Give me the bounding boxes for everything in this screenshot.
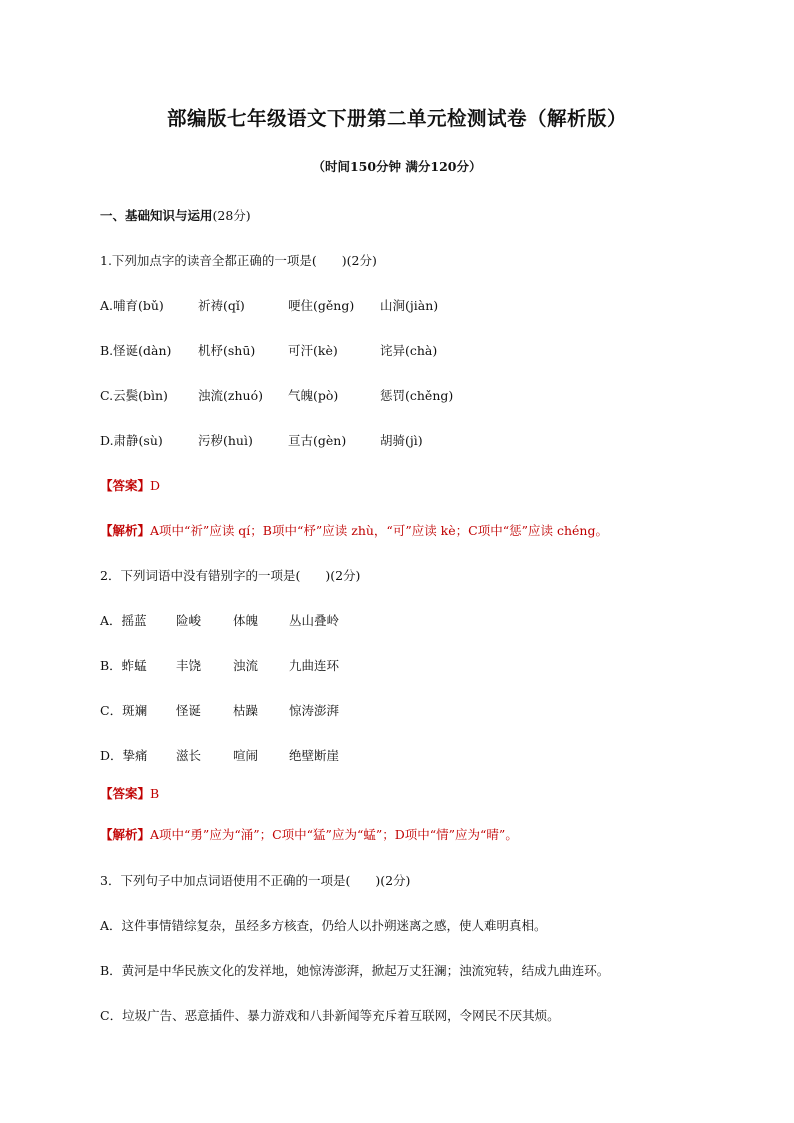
question-1-stem: 1.下列加点字的读音全都正确的一项是( )(2分) — [100, 253, 377, 268]
option-cell: D.肃静(sù) — [100, 433, 163, 448]
option-cell: 体魄 — [233, 613, 259, 628]
option-cell: 胡骑(jì) — [380, 433, 423, 448]
section-title: 一、基础知识与运用 — [100, 208, 213, 223]
option-cell: 污秽(huì) — [198, 433, 253, 448]
option-cell: 山涧(jiàn) — [380, 298, 439, 313]
option-cell: 险峻 — [176, 613, 202, 628]
analysis-label: 【解析】 — [100, 523, 151, 538]
document-subtitle: （时间150分钟 满分120分） — [312, 159, 482, 174]
question-1-analysis — [100, 521, 608, 539]
option-cell: 丰饶 — [176, 658, 202, 673]
question-2-analysis — [100, 825, 518, 843]
section-points: (28分) — [212, 208, 251, 223]
question-1-answer — [100, 476, 160, 494]
option-cell: 喧闹 — [233, 748, 259, 763]
question-3-stem: 3．下列句子中加点词语使用不正确的一项是( )(2分) — [100, 873, 411, 888]
answer-value: B — [150, 786, 160, 801]
option-cell: 机杼(shū) — [198, 343, 256, 358]
document-title: 部编版七年级语文下册第二单元检测试卷（解析版） — [166, 107, 627, 130]
option-cell: A.哺育(bǔ) — [100, 298, 164, 313]
option-cell: 惩罚(chěng) — [380, 388, 454, 403]
option-cell: 九曲连环 — [289, 658, 340, 673]
question-2-answer — [100, 784, 159, 802]
option-cell: 枯躁 — [233, 703, 259, 718]
option-cell: B.怪诞(dàn) — [100, 343, 172, 358]
answer-label: 【答案】 — [100, 478, 151, 493]
option-cell: 惊涛澎湃 — [289, 703, 340, 718]
option-cell: D．挚痛 — [100, 748, 148, 763]
analysis-text: A项中“勇”应为“涌”；C项中“猛”应为“蜢”；D项中“情”应为“晴”。 — [150, 827, 518, 842]
option-cell: 哽住(gěng) — [288, 298, 355, 313]
answer-value: D — [150, 478, 161, 493]
option-cell: A．摇蓝 — [100, 613, 147, 628]
option-cell: 亘古(gèn) — [288, 433, 347, 448]
analysis-label: 【解析】 — [100, 827, 151, 842]
option-cell: 丛山叠岭 — [289, 613, 340, 628]
question-3-option: B．黄河是中华民族文化的发祥地，她惊涛澎湃，掀起万丈狂澜；浊流宛转，结成九曲连环。 — [100, 963, 610, 978]
option-cell: 怪诞 — [176, 703, 202, 718]
option-cell: 祈祷(qǐ) — [198, 298, 245, 313]
option-cell: 气魄(pò) — [288, 388, 339, 403]
option-cell: C.云鬓(bìn) — [100, 388, 168, 403]
option-cell: 绝壁断崖 — [289, 748, 340, 763]
option-cell: 可汗(kè) — [288, 343, 338, 358]
option-cell: 滋长 — [176, 748, 202, 763]
option-cell: 浊流 — [233, 658, 259, 673]
option-cell: 浊流(zhuó) — [198, 388, 263, 403]
section-heading — [100, 206, 251, 224]
option-cell: B．蚱蜢 — [100, 658, 147, 673]
question-3-option: C．垃圾广告、恶意插件、暴力游戏和八卦新闻等充斥着互联网，令网民不厌其烦。 — [100, 1008, 560, 1023]
question-2-stem: 2．下列词语中没有错别字的一项是( )(2分) — [100, 568, 361, 583]
question-3-option: A．这件事情错综复杂，虽经多方核查，仍给人以扑朔迷离之感，使人难明真相。 — [100, 918, 547, 933]
analysis-text: A项中“祈”应读 qí；B项中“杼”应读 zhù，“可”应读 kè；C项中“惩”应读 chéng。 — [150, 523, 608, 538]
option-cell: 诧异(chà) — [380, 343, 438, 358]
option-cell: C．斑斓 — [100, 703, 148, 718]
answer-label: 【答案】 — [100, 786, 151, 801]
